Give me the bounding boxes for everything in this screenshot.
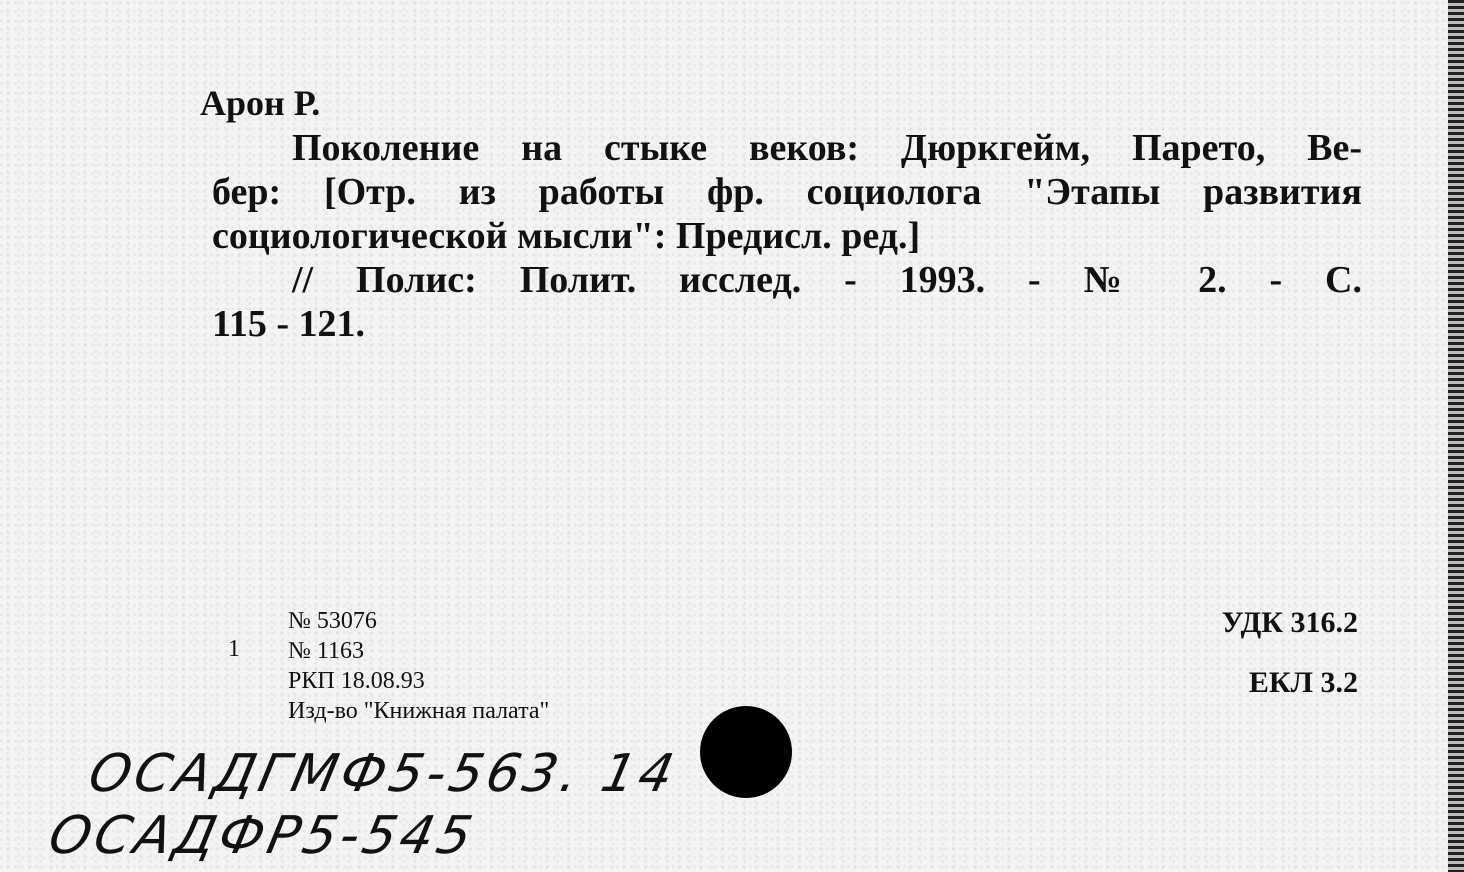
description-line: социологической мысли": Предисл. ред.] — [212, 215, 921, 257]
udk-code: УДК 316.2 — [1221, 606, 1358, 639]
card-marker: 1 — [228, 636, 240, 662]
punch-hole — [700, 706, 792, 798]
description-line: бер: [Отр. из работы фр. социолога "Этапы развития — [212, 171, 1362, 213]
record-number-2: № 1163 — [288, 638, 365, 664]
ekl-code: ЕКЛ 3.2 — [1248, 666, 1358, 699]
author-name: Арон Р. — [200, 83, 321, 123]
description-line: 115 - 121. — [212, 303, 366, 345]
handwritten-code-1: ОСАДГМФ5-563. 14 — [83, 744, 683, 804]
bibliographic-description — [212, 126, 1362, 346]
rkp-date: РКП 18.08.93 — [288, 668, 425, 694]
description-line: Поколение на стыке веков: Дюркгейм, Парето, Ве- — [292, 127, 1362, 169]
card-edge-stripes — [1448, 0, 1464, 872]
handwritten-code-2: ОСАДФР5-545 — [43, 806, 482, 866]
record-number: № 53076 — [288, 608, 377, 634]
record-info — [288, 606, 549, 726]
publisher: Изд-во "Книжная палата" — [288, 698, 550, 724]
description-line: // Полис: Полит. исслед. - 1993. - № 2. - С. — [292, 259, 1362, 301]
